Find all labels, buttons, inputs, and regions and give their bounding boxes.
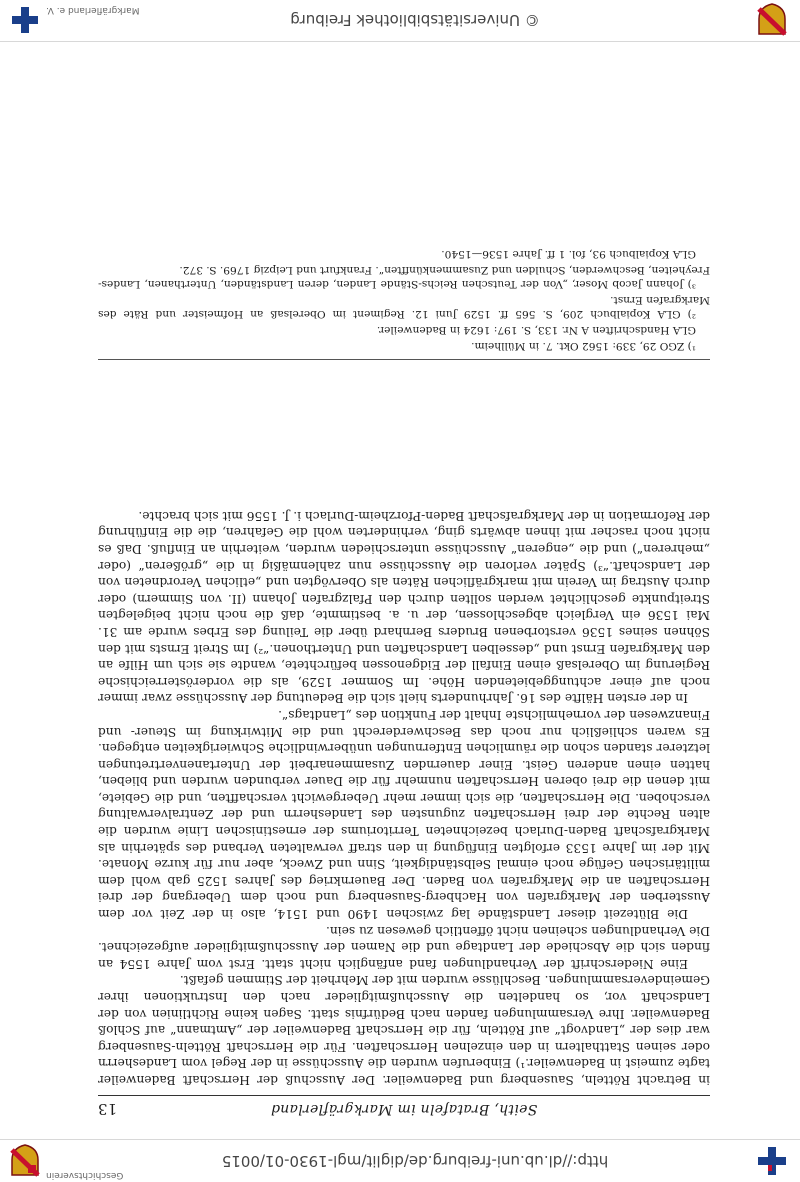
society-name: Markgräflerland e. V.: [46, 5, 140, 15]
paragraph: in Betracht Rötteln, Sausenberg und Badenweiler. Der Ausschuß der Herrschaft Badenweiler tagte zumeist in Badenweiler.¹) Einberufen wurden die Ausschüsse in der Regel vom Landesherrn oder seinen Statthaltern in den einzelnen Herrschaften. Für die Herrschaft Rötteln-Sausenberg war dies der „Landvogt“ auf Rötteln, für die Herrschaft Badenweiler der „Amtmann“ auf Schloß Badenweiler. Ihre Versammlungen fanden nach Bedürfnis statt. Sagen keine Richtlinien von der Landschaft vor, so handelten die Ausschußmitglieder nach den Instruktionen ihrer Gemeindeversammlungen. Beschlüsse wurden mit der Mehrheit der Stimmen gefaßt.: [98, 973, 710, 1087]
footnote: GLA Kopialbuch 93, fol. 1 ff. Jahre 1536—1540.: [441, 248, 696, 260]
university-logo-icon: [8, 3, 42, 37]
footnote: ³) Johann Jacob Moser, „Von der Teutschen Reichs-Stände Landen, deren Landständen, Unterthanen, Landes-Freyheiten, Beschwerden, Schulden und Zusammenkünfften“. Frankfurt und Leipzig 1769. S. 372.: [98, 264, 710, 290]
society-label: Geschichtsverein: [46, 1170, 124, 1180]
running-title: Seith, Bratafeln im Markgräflerland: [270, 1101, 538, 1117]
paragraph: Eine Niederschrift der Verhandlungen fand anfänglich nicht statt. Erst vom Jahre 1554 an finden sich die Abschiede der Landtage und die Namen der Ausschußmitglieder aufgezeichnet. Die Verhandlungen scheinen nicht öffentlich gewesen zu sein.: [98, 923, 710, 971]
university-logo-icon: [754, 1143, 790, 1179]
document-url[interactable]: http://dl.ub.uni-freiburg.de/diglit/mgl-1930-01/0015: [221, 1152, 609, 1170]
copyright-notice: © Universitätsbibliothek Freiburg: [290, 11, 540, 29]
footnote: ²) GLA Kopialbuch 209, S. 565 ff. 1529 Juni 12. Regiment im Oberelsaß an Hofmeister und Räte des Markgrafen Ernst.: [98, 294, 710, 320]
body-text: [98, 507, 710, 1088]
coat-of-arms-icon: [754, 2, 790, 38]
footnote: ¹) ZGO 29, 339: 1562 Okt. 7. in Müllheim.: [471, 340, 696, 352]
viewer-top-banner: [0, 1139, 800, 1182]
page-header: [98, 1095, 710, 1118]
coat-of-arms-icon: [8, 1144, 42, 1178]
paragraph: Die Blütezeit dieser Landstände lag zwischen 1490 und 1514, also in der Zeit vor dem Aussterben der Markgrafen von Hachberg-Sausenberg und noch dem Uebergang der drei Herrschaften an die Markgrafen von Baden. Der Bauernkrieg des Jahres 1525 gab wohl dem militärischen Gefüge noch einmal Selbständigkeit, Sinn und Zweck, aber nur für kurze Monate. Mit der im Jahre 1533 erfolgten Einfügung in den straff verwalteten Verband des späterhin als Markgrafschaft Baden-Durlach bezeichneten Territoriums der ernestinischen Linie wurden die alten Rechte der drei Herrschaften zugunsten des Landesherrn und der Zentralverwaltung verschoben. Die Herrschaften, die sich immer mehr Uebergewicht verschafften, und die Gebiete, mit denen die drei oberen Herrschaften nunmehr für die Dauer verbunden wurden und blieben, hatten einen anderen Geist. Einer dauernden Zusammenarbeit der Untertanenvertretungen letzterer standen schon die räumlichen Entfernungen unüberwindliche Schwierigkeiten entgegen. Es waren schließlich nur noch das Beschwerderecht und die Mitwirkung im Steuer- und Finanzwesen der vornehmlichste Inhalt der Funktion des „Landtags“.: [98, 707, 710, 922]
scanned-page: [0, 42, 800, 1140]
viewer-bottom-banner: [0, 0, 800, 42]
footnote: GLA Handschriften A Nr. 133, S. 197: 1624 in Badenweiler.: [376, 324, 696, 336]
page-number: 13: [98, 1100, 118, 1118]
footnotes: [98, 245, 710, 360]
paragraph: In der ersten Hälfte des 16. Jahrhunderts hielt sich die Bedeutung der Ausschüsse zwar immer noch auf einer achtunggebietenden Höhe. Im Sommer 1529, als die vorderösterreichische Regierung im Oberelsaß einen Einfall der Eidgenossen befürchtete, wandte sie sich um Hilfe an den Markgrafen Ernst und „desselben Landschaften und Unterthonen.“²) Im Streit Ernsts mit den Söhnen seines 1536 verstorbenen Bruders Bernhard über die Teilung des Erbes wurde am 31. Mai 1536 ein Vergleich abgeschlossen, der u. a. bestimmte, daß die noch nicht beigelegten Streitpunkte geschlichtet werden sollten durch den Pfalzgrafen Johann (II. von Simmern) oder durch Austrag im Verein mit markgräflichen Räten als Obervögten und „etlichen Verordneten von der Landschaft.“³) Später verloren die Ausschüsse nun zahlenmäßig in die „größeren“ (oder „mehreren“) und die „engeren“ Ausschüsse unterschieden wurden, weiterhin an Einfluß. Daß es nicht noch rascher mit ihnen abwärts ging, verhinderten wohl die Gefahren, die die Einführung der Reformation in der Markgrafschaft Baden-Pforzheim-Durlach i. J. 1556 mit sich brachte.: [98, 508, 710, 706]
